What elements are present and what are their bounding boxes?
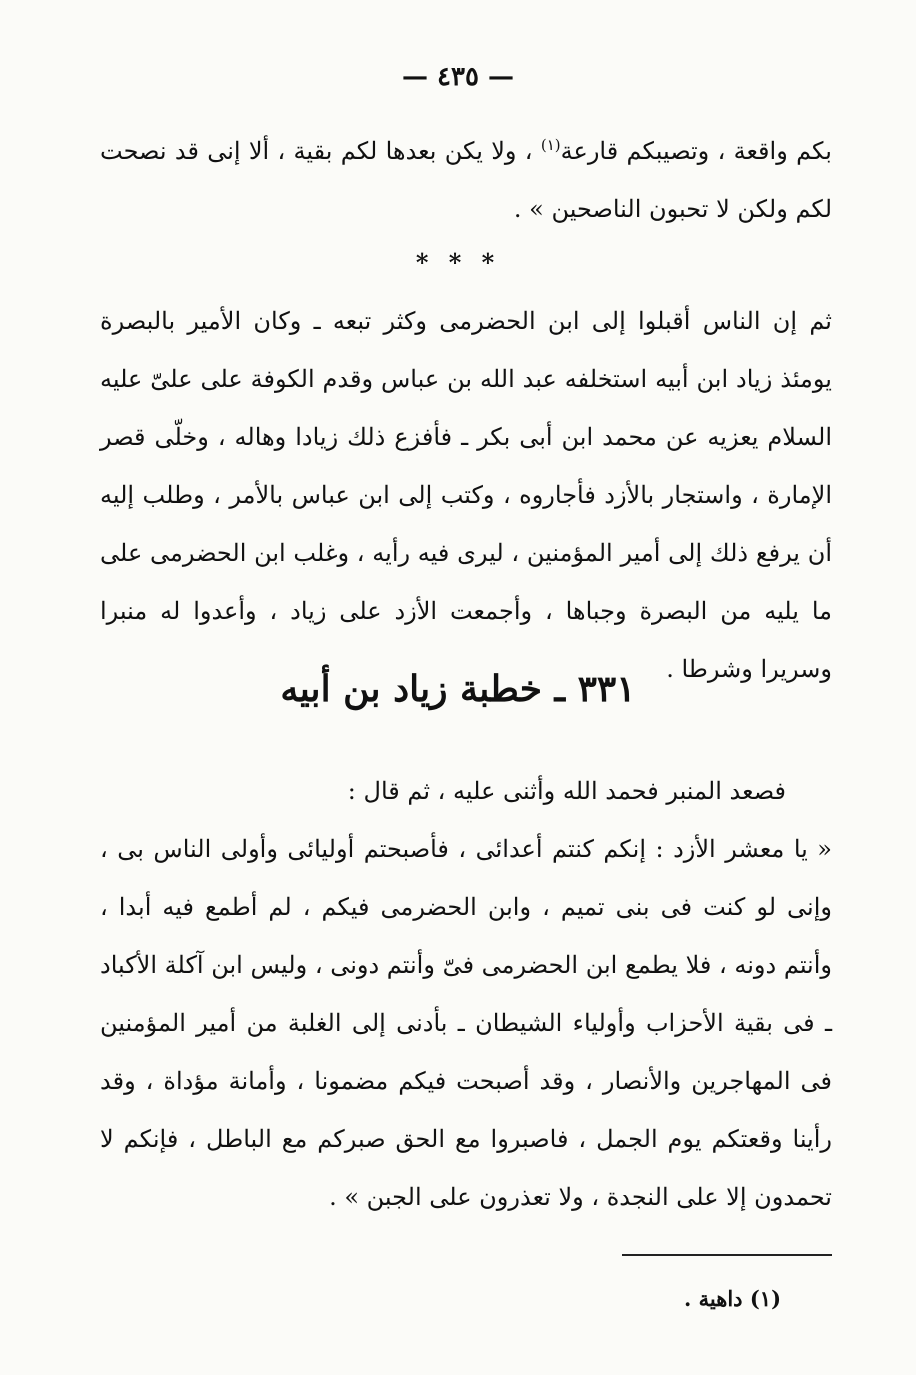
intro-paragraph — [100, 122, 832, 238]
page-number: — ٤٣٥ — — [401, 62, 515, 92]
speech-paragraph: « يا معشر الأزد : إنكم كنتم أعدائى ، فأصبحتم أوليائى وأولى الناس بى ، وإنى لو كنت فى بنى تميم ، وابن الحضرمى فيكم ، لم أطمع فيه أبدا ، وأنتم دونه ، فلا يطمع ابن الحضرمى فىّ وأنتم دونى ، وليس ابن آكلة الأكباد ـ فى بقية الأحزاب وأولياء الشيطان ـ بأدنى إلى الغلبة من أمير المؤمنين فى المهاجرين والأنصار ، وقد أصبحت فيكم مضمونا ، وأمانة مؤداة ، وقد رأينا وقعتكم يوم الجمل ، فاصبروا مع الحق صبركم مع الباطل ، فإنكم لا تحمدون إلا على النجدة ، ولا تعذرون على الجبن » . — [100, 835, 832, 1211]
footnote-reference[interactable]: (١) — [540, 136, 561, 154]
footnote-divider — [622, 1254, 832, 1256]
narrative-paragraph: ثم إن الناس أقبلوا إلى ابن الحضرمى وكثر تبعه ـ وكان الأمير بالبصرة يومئذ زياد ابن أبيه استخلفه عبد الله بن عباس وقدم الكوفة على علىّ عليه السلام يعزيه عن محمد ابن أبى بكر ـ فأفزع ذلك زيادا وهاله ، وخلّى قصر الإمارة ، واستجار بالأزد فأجاروه ، وكتب إلى ابن عباس بالأمر ، وطلب إليه أن يرفع ذلك إلى أمير المؤمنين ، ليرى فيه رأيه ، وغلب ابن الحضرمى على ما يليه من البصرة وجباها ، وأجمعت الأزد على زياد ، وأعدوا له منبرا وسريرا وشرطا . — [100, 307, 832, 683]
opening-line: فصعد المنبر فحمد الله وأثنى عليه ، ثم قال : — [347, 777, 786, 805]
section-separator: * * * — [415, 248, 501, 277]
intro-text-end: ، ولا يكن بعدها لكم بقية ، ألا إنى قد نصحت لكم ولكن لا تحبون الناصحين » . — [100, 137, 832, 223]
section-heading: ٣٣١ ـ خطبة زياد بن أبيه — [280, 668, 636, 710]
footnote: (١) داهية . — [684, 1286, 781, 1311]
intro-text: بكم واقعة ، وتصيبكم قارعة — [560, 137, 832, 165]
